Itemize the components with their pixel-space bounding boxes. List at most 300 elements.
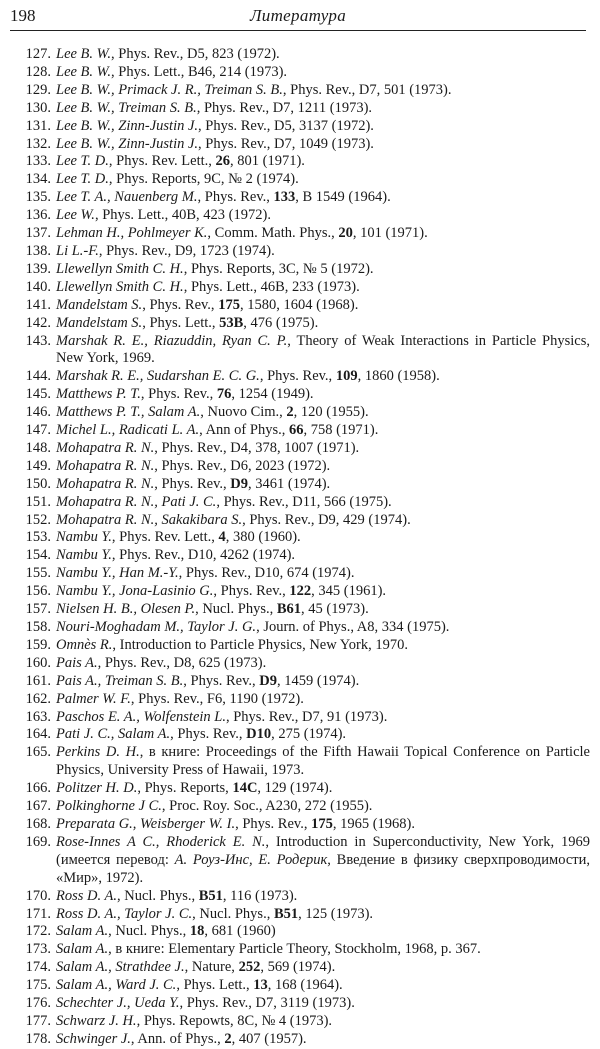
- reference-citation: , 3461 (1974).: [248, 475, 331, 492]
- reference-text: [56, 959, 590, 977]
- reference-citation: , Nucl. Phys.,: [192, 905, 274, 922]
- reference-number: 150.: [25, 475, 51, 492]
- reference-entry: [14, 189, 590, 207]
- reference-number: 163.: [25, 708, 51, 725]
- reference-citation: , Ann. of Phys.,: [130, 1030, 225, 1047]
- reference-entry: [14, 959, 590, 977]
- reference-number: 138.: [25, 242, 51, 259]
- reference-number: 156.: [25, 583, 51, 600]
- reference-entry: [14, 744, 590, 780]
- reference-authors: Matthews P. T., Salam A.: [56, 404, 201, 421]
- reference-entry: [14, 673, 590, 691]
- reference-entry: [14, 547, 590, 565]
- reference-authors: Perkins D. H.: [56, 744, 140, 761]
- reference-citation: , Introduction to Particle Physics, New York, 1970.: [112, 636, 409, 653]
- reference-number: 132.: [25, 135, 51, 152]
- reference-number: 149.: [25, 457, 51, 474]
- reference-text: [56, 118, 590, 136]
- reference-entry: [14, 404, 590, 422]
- reference-authors: Rose-Innes A C., Rhoderick E. N.: [56, 833, 266, 850]
- reference-text: [56, 386, 590, 404]
- reference-citation: , Phys. Rev.,: [213, 583, 290, 600]
- reference-entry: [14, 977, 590, 995]
- reference-entry: [14, 780, 590, 798]
- reference-citation: , Phys. Lett.,: [176, 977, 254, 994]
- reference-text: [56, 816, 590, 834]
- reference-text: [56, 798, 590, 816]
- reference-authors: Lee T. D.: [56, 153, 109, 170]
- reference-volume: 109: [335, 368, 358, 385]
- reference-authors: Lee B. W., Zinn-Justin J.: [56, 117, 199, 134]
- reference-text: [56, 709, 590, 727]
- reference-citation: , Phys. Rev., D7, 91 (1973).: [225, 708, 388, 725]
- reference-authors: Nambu Y.: [56, 547, 112, 564]
- reference-volume: 18: [189, 923, 205, 940]
- reference-citation: , Phys. Rev., D9, 429 (1974).: [242, 511, 411, 528]
- page-number: 198: [10, 6, 36, 25]
- reference-entry: [14, 655, 590, 673]
- reference-entry: [14, 816, 590, 834]
- reference-entry: [14, 297, 590, 315]
- reference-volume: 2: [286, 404, 294, 421]
- reference-citation: , Phys. Lett., 46B, 233 (1973).: [183, 278, 360, 295]
- reference-volume: 66: [288, 422, 304, 439]
- reference-citation: , Phys. Rev.,: [197, 189, 274, 206]
- reference-entry: [14, 637, 590, 655]
- reference-entry: [14, 261, 590, 279]
- reference-authors: Politzer H. D.: [56, 780, 138, 797]
- reference-citation: , Phys. Rev.,: [140, 386, 217, 403]
- reference-citation: , Phys. Rev. Lett.,: [108, 153, 216, 170]
- reference-authors: Lee T. D.: [56, 171, 109, 188]
- reference-number: 157.: [25, 601, 51, 618]
- reference-number: 170.: [25, 887, 51, 904]
- reference-authors: Salam A.: [56, 941, 109, 958]
- reference-citation: , Phys. Rev.,: [259, 368, 336, 385]
- reference-text: [56, 906, 590, 924]
- reference-citation: , Phys. Rev., D7, 1211 (1973).: [196, 99, 373, 116]
- reference-entry: [14, 726, 590, 744]
- reference-citation: , Nature,: [184, 959, 239, 976]
- reference-text: [56, 368, 590, 386]
- reference-entry: [14, 422, 590, 440]
- reference-citation: , Phys. Rev., D7, 501 (1973).: [282, 81, 452, 98]
- reference-volume: 76: [216, 386, 232, 403]
- reference-citation: , 1459 (1974).: [277, 672, 360, 689]
- reference-volume: B61: [276, 601, 302, 618]
- reference-number: 147.: [25, 422, 51, 439]
- reference-number: 127.: [25, 46, 51, 62]
- reference-number: 141.: [25, 296, 51, 313]
- reference-number: 175.: [25, 977, 51, 994]
- reference-authors: Mandelstam S.: [56, 296, 143, 313]
- reference-entry: [14, 995, 590, 1013]
- reference-text: [56, 547, 590, 565]
- reference-citation: , Phys. Rev., D5, 823 (1972).: [111, 46, 280, 62]
- reference-entry: [14, 583, 590, 601]
- reference-text: [56, 64, 590, 82]
- reference-entry: [14, 368, 590, 386]
- reference-authors: Nielsen H. B., Olesen P.: [56, 601, 196, 618]
- reference-authors: Salam A., Strathdee J.: [56, 959, 185, 976]
- reference-authors: Lee B. W., Zinn-Justin J.: [56, 135, 199, 152]
- reference-authors: Mohapatra R. N.: [56, 457, 155, 474]
- reference-text: [56, 404, 590, 422]
- reference-entry: [14, 565, 590, 583]
- reference-citation: , 1965 (1968).: [332, 815, 416, 832]
- reference-entry: [14, 709, 590, 727]
- reference-number: 176.: [25, 995, 51, 1012]
- reference-volume: 175: [311, 815, 333, 832]
- reference-citation: , Nucl. Phys.,: [195, 601, 277, 618]
- reference-entry: [14, 207, 590, 225]
- reference-authors: Ross D. A., Taylor J. C.: [56, 905, 193, 922]
- reference-text: [56, 655, 590, 673]
- reference-authors: А. Роуз-Инс, Е. Родерик: [174, 851, 328, 868]
- reference-citation: , Phys. Rev., D8, 625 (1973).: [97, 654, 267, 671]
- reference-citation: , в книге: Proceedings of the Fifth Hawaii Topical Conference on Particle Physics, University Press of Hawaii, 1973.: [56, 744, 590, 779]
- reference-text: [56, 995, 590, 1013]
- reference-number: 152.: [25, 511, 51, 528]
- reference-entry: [14, 225, 590, 243]
- reference-entry: [14, 798, 590, 816]
- reference-entry: [14, 476, 590, 494]
- reference-authors: Marshak R. E., Sudarshan E. C. G.: [56, 368, 260, 385]
- reference-entry: [14, 171, 590, 189]
- reference-number: 174.: [25, 959, 51, 976]
- reference-entry: [14, 941, 590, 959]
- reference-citation: , 168 (1964).: [267, 977, 343, 994]
- reference-volume: D9: [230, 475, 249, 492]
- reference-citation: , Phys. Rev., D10, 4262 (1974).: [111, 547, 296, 564]
- reference-text: [56, 46, 590, 64]
- reference-authors: Lee T. A., Nauenberg M.: [56, 189, 198, 206]
- reference-citation: , Journ. of Phys., A8, 334 (1975).: [256, 619, 450, 635]
- reference-entry: [14, 906, 590, 924]
- reference-entry: [14, 46, 590, 64]
- reference-text: [56, 225, 590, 243]
- reference-authors: Mohapatra R. N., Sakakibara S.: [56, 511, 243, 528]
- reference-authors: Mohapatra R. N., Pati J. C.: [56, 493, 217, 510]
- reference-authors: Lee B. W., Treiman S. B.: [56, 99, 197, 116]
- reference-authors: Lehman H., Pohlmeyer K.: [56, 225, 208, 242]
- reference-citation: , Theory of Weak Interactions in Particle Physics, New York, 1969.: [56, 332, 590, 367]
- reference-citation: , Phys. Repowts, 8C, № 4 (1973).: [136, 1012, 333, 1029]
- reference-citation: , Введение в физику сверхпроводимости, «Мир», 1972).: [56, 851, 591, 886]
- reference-text: [56, 673, 590, 691]
- reference-number: 154.: [25, 547, 51, 564]
- reference-entry: [14, 100, 590, 118]
- reference-entry: [14, 619, 590, 637]
- reference-entry: [14, 1013, 590, 1031]
- reference-authors: Llewellyn Smith C. H.: [56, 278, 184, 295]
- reference-text: [56, 153, 590, 171]
- reference-authors: Pais A., Treiman S. B.: [56, 672, 184, 689]
- reference-text: [56, 297, 590, 315]
- reference-volume: 14C: [232, 780, 258, 797]
- reference-authors: Matthews P. T.: [56, 386, 141, 403]
- reference-number: 143.: [25, 332, 51, 349]
- reference-entry: [14, 458, 590, 476]
- reference-citation: , 1580, 1604 (1968).: [239, 296, 359, 313]
- reference-number: 162.: [25, 690, 51, 707]
- reference-number: 130.: [25, 99, 51, 116]
- reference-citation: , Phys. Lett., B46, 214 (1973).: [111, 63, 288, 80]
- reference-entry: [14, 512, 590, 530]
- reference-number: 145.: [25, 386, 51, 403]
- reference-number: 161.: [25, 672, 51, 689]
- reference-number: 129.: [25, 81, 51, 98]
- reference-entry: [14, 315, 590, 333]
- reference-volume: D9: [259, 672, 278, 689]
- reference-text: [56, 619, 590, 637]
- reference-authors: Salam A., Ward J. C.: [56, 977, 177, 994]
- reference-volume: 20: [338, 225, 353, 242]
- reference-text: [56, 333, 590, 369]
- reference-text: [56, 637, 590, 655]
- reference-citation: , Phys. Rev.,: [235, 815, 312, 832]
- reference-text: [56, 726, 590, 744]
- reference-number: 135.: [25, 189, 51, 206]
- reference-authors: Michel L., Radicati L. A.: [56, 422, 200, 439]
- reference-entry: [14, 529, 590, 547]
- reference-text: [56, 171, 590, 189]
- page-header: [10, 4, 586, 31]
- reference-authors: Nouri-Moghadam M., Taylor J. G.: [56, 619, 257, 635]
- reference-text: [56, 136, 590, 154]
- reference-entry: [14, 440, 590, 458]
- reference-volume: 13: [253, 977, 268, 994]
- reference-citation: , Nucl. Phys.,: [108, 923, 190, 940]
- reference-citation: , 116 (1973).: [222, 887, 298, 904]
- reference-citation: , Comm. Math. Phys.,: [207, 225, 339, 242]
- reference-citation: , Ann of Phys.,: [199, 422, 289, 439]
- reference-text: [56, 529, 590, 547]
- reference-number: 139.: [25, 260, 51, 277]
- reference-citation: , Phys. Rev.,: [154, 475, 231, 492]
- reference-authors: Schwinger J.: [56, 1030, 131, 1047]
- reference-authors: Lee B. W.: [56, 46, 112, 62]
- reference-citation: , Phys. Rev., D11, 566 (1975).: [216, 493, 392, 510]
- reference-volume: 122: [289, 583, 312, 600]
- reference-volume: 53B: [219, 314, 244, 331]
- reference-citation: , Phys. Rev.,: [142, 296, 219, 313]
- reference-entry: [14, 243, 590, 261]
- reference-entry: [14, 136, 590, 154]
- reference-authors: Ross D. A.: [56, 887, 117, 904]
- reference-authors: Llewellyn Smith C. H.: [56, 260, 184, 277]
- reference-citation: , Phys. Rev., D10, 674 (1974).: [178, 565, 355, 582]
- reference-list: [14, 46, 590, 1049]
- reference-number: 169.: [25, 833, 51, 850]
- reference-text: [56, 1013, 590, 1031]
- reference-citation: , 275 (1974).: [271, 726, 347, 743]
- reference-number: 172.: [25, 923, 51, 940]
- reference-number: 173.: [25, 941, 51, 958]
- reference-citation: , Phys. Reports, 3C, № 5 (1972).: [183, 260, 374, 277]
- reference-text: [56, 100, 590, 118]
- reference-number: 131.: [25, 117, 51, 134]
- reference-authors: Paschos E. A., Wolfenstein L.: [56, 708, 226, 725]
- reference-number: 168.: [25, 815, 51, 832]
- reference-number: 142.: [25, 314, 51, 331]
- reference-authors: Palmer W. F.: [56, 690, 131, 707]
- reference-text: [56, 512, 590, 530]
- reference-text: [56, 279, 590, 297]
- reference-number: 159.: [25, 636, 51, 653]
- reference-number: 146.: [25, 404, 51, 421]
- reference-entry: [14, 1031, 590, 1049]
- reference-number: 160.: [25, 654, 51, 671]
- reference-authors: Marshak R. E., Riazuddin, Ryan C. P.: [56, 332, 288, 349]
- reference-authors: Nambu Y.: [56, 529, 112, 546]
- reference-citation: , Nucl. Phys.,: [116, 887, 199, 904]
- reference-volume: 4: [218, 529, 226, 546]
- reference-number: 155.: [25, 565, 51, 582]
- reference-number: 151.: [25, 493, 51, 510]
- reference-text: [56, 744, 590, 780]
- reference-citation: , Phys. Rev., D6, 2023 (1972).: [154, 457, 331, 474]
- reference-text: [56, 691, 590, 709]
- reference-citation: , Proc. Roy. Soc., A230, 272 (1955).: [161, 798, 373, 815]
- reference-authors: Mohapatra R. N.: [56, 439, 155, 456]
- reference-citation: , 129 (1974).: [257, 780, 333, 797]
- reference-number: 134.: [25, 171, 51, 188]
- reference-citation: , Phys. Lett., 40B, 423 (1972).: [94, 207, 271, 224]
- reference-volume: 175: [218, 296, 240, 313]
- reference-citation: , 101 (1971).: [352, 225, 428, 242]
- reference-citation: , Phys. Rev., D4, 378, 1007 (1971).: [154, 439, 360, 456]
- reference-text: [56, 941, 590, 959]
- reference-entry: [14, 494, 590, 512]
- reference-entry: [14, 82, 590, 100]
- reference-citation: , Nuovo Cim.,: [200, 404, 287, 421]
- reference-citation: , 407 (1957).: [231, 1030, 307, 1047]
- reference-citation: , Phys. Rev., D7, 3119 (1973).: [179, 995, 355, 1012]
- reference-authors: Nambu Y., Han M.-Y.: [56, 565, 179, 582]
- reference-number: 167.: [25, 798, 51, 815]
- reference-entry: [14, 923, 590, 941]
- reference-citation: , 345 (1961).: [311, 583, 387, 600]
- reference-number: 164.: [25, 726, 51, 743]
- reference-citation: , Phys. Rev., D9, 1723 (1974).: [98, 242, 275, 259]
- reference-citation: , 758 (1971).: [303, 422, 379, 439]
- reference-citation: , Introduction in Superconductivity, New York, 1969 (имеется перевод:: [56, 833, 590, 868]
- reference-volume: 26: [215, 153, 231, 170]
- reference-volume: B51: [198, 887, 223, 904]
- reference-number: 177.: [25, 1012, 51, 1029]
- reference-number: 148.: [25, 439, 51, 456]
- reference-text: [56, 207, 590, 225]
- reference-citation: , 380 (1960).: [225, 529, 301, 546]
- reference-text: [56, 315, 590, 333]
- reference-entry: [14, 834, 590, 888]
- reference-authors: Li L.-F.: [56, 242, 99, 259]
- reference-citation: , Phys. Rev., D7, 1049 (1973).: [198, 135, 374, 152]
- reference-text: [56, 565, 590, 583]
- reference-authors: Polkinghorne J C.: [56, 798, 162, 815]
- reference-authors: Lee B. W.: [56, 63, 112, 80]
- reference-text: [56, 189, 590, 207]
- reference-text: [56, 440, 590, 458]
- reference-citation: , 1860 (1958).: [357, 368, 440, 385]
- reference-citation: , 120 (1955).: [293, 404, 369, 421]
- reference-volume: D10: [246, 726, 272, 743]
- reference-authors: Mohapatra R. N.: [56, 475, 155, 492]
- reference-entry: [14, 386, 590, 404]
- reference-authors: Schechter J., Ueda Y.: [56, 995, 180, 1012]
- reference-entry: [14, 333, 590, 369]
- reference-text: [56, 494, 590, 512]
- reference-text: [56, 1031, 590, 1049]
- reference-number: 140.: [25, 278, 51, 295]
- reference-authors: Preparata G., Weisberger W. I.: [56, 815, 236, 832]
- reference-citation: , 476 (1975).: [243, 314, 319, 331]
- reference-citation: , Phys. Rev.,: [170, 726, 247, 743]
- reference-text: [56, 834, 590, 888]
- reference-authors: Nambu Y., Jona-Lasinio G.: [56, 583, 214, 600]
- reference-entry: [14, 64, 590, 82]
- reference-text: [56, 82, 590, 100]
- reference-authors: Lee B. W., Primack J. R., Treiman S. B.: [56, 81, 283, 98]
- reference-text: [56, 476, 590, 494]
- reference-authors: Pati J. C., Salam A.: [56, 726, 171, 743]
- reference-entry: [14, 888, 590, 906]
- reference-citation: , 45 (1973).: [301, 601, 369, 618]
- reference-number: 136.: [25, 207, 51, 224]
- reference-citation: , 569 (1974).: [260, 959, 336, 976]
- reference-entry: [14, 153, 590, 171]
- reference-text: [56, 601, 590, 619]
- reference-citation: , Phys. Reports,: [137, 780, 233, 797]
- reference-text: [56, 888, 590, 906]
- reference-volume: 2: [224, 1030, 232, 1047]
- reference-citation: , Phys. Rev., D5, 3137 (1972).: [198, 117, 374, 134]
- reference-citation: , в книге: Elementary Particle Theory, Stockholm, 1968, p. 367.: [108, 941, 481, 958]
- reference-text: [56, 583, 590, 601]
- reference-number: 153.: [25, 529, 51, 546]
- reference-entry: [14, 279, 590, 297]
- reference-number: 144.: [25, 368, 51, 385]
- reference-text: [56, 923, 590, 941]
- reference-text: [56, 422, 590, 440]
- reference-citation: , Phys. Rev.,: [183, 672, 260, 689]
- reference-entry: [14, 601, 590, 619]
- reference-number: 137.: [25, 225, 51, 242]
- reference-citation: , Phys. Rev., F6, 1190 (1972).: [130, 690, 304, 707]
- reference-citation: , B 1549 (1964).: [295, 189, 391, 206]
- reference-number: 165.: [25, 744, 51, 761]
- reference-number: 171.: [25, 905, 51, 922]
- reference-volume: B51: [273, 905, 299, 922]
- reference-volume: 133: [273, 189, 296, 206]
- reference-number: 133.: [25, 153, 51, 170]
- reference-authors: Schwarz J. H.: [56, 1012, 137, 1029]
- reference-number: 166.: [25, 780, 51, 797]
- reference-number: 178.: [25, 1030, 51, 1047]
- reference-citation: , Phys. Lett.,: [142, 314, 220, 331]
- reference-number: 158.: [25, 619, 51, 635]
- reference-citation: , 681 (1960): [204, 923, 276, 940]
- reference-volume: 252: [238, 959, 261, 976]
- reference-text: [56, 458, 590, 476]
- reference-text: [56, 977, 590, 995]
- reference-authors: Lee W.: [56, 207, 95, 224]
- reference-entry: [14, 118, 590, 136]
- running-head: Литература: [249, 6, 346, 25]
- reference-text: [56, 780, 590, 798]
- reference-citation: , 1254 (1949).: [231, 386, 314, 403]
